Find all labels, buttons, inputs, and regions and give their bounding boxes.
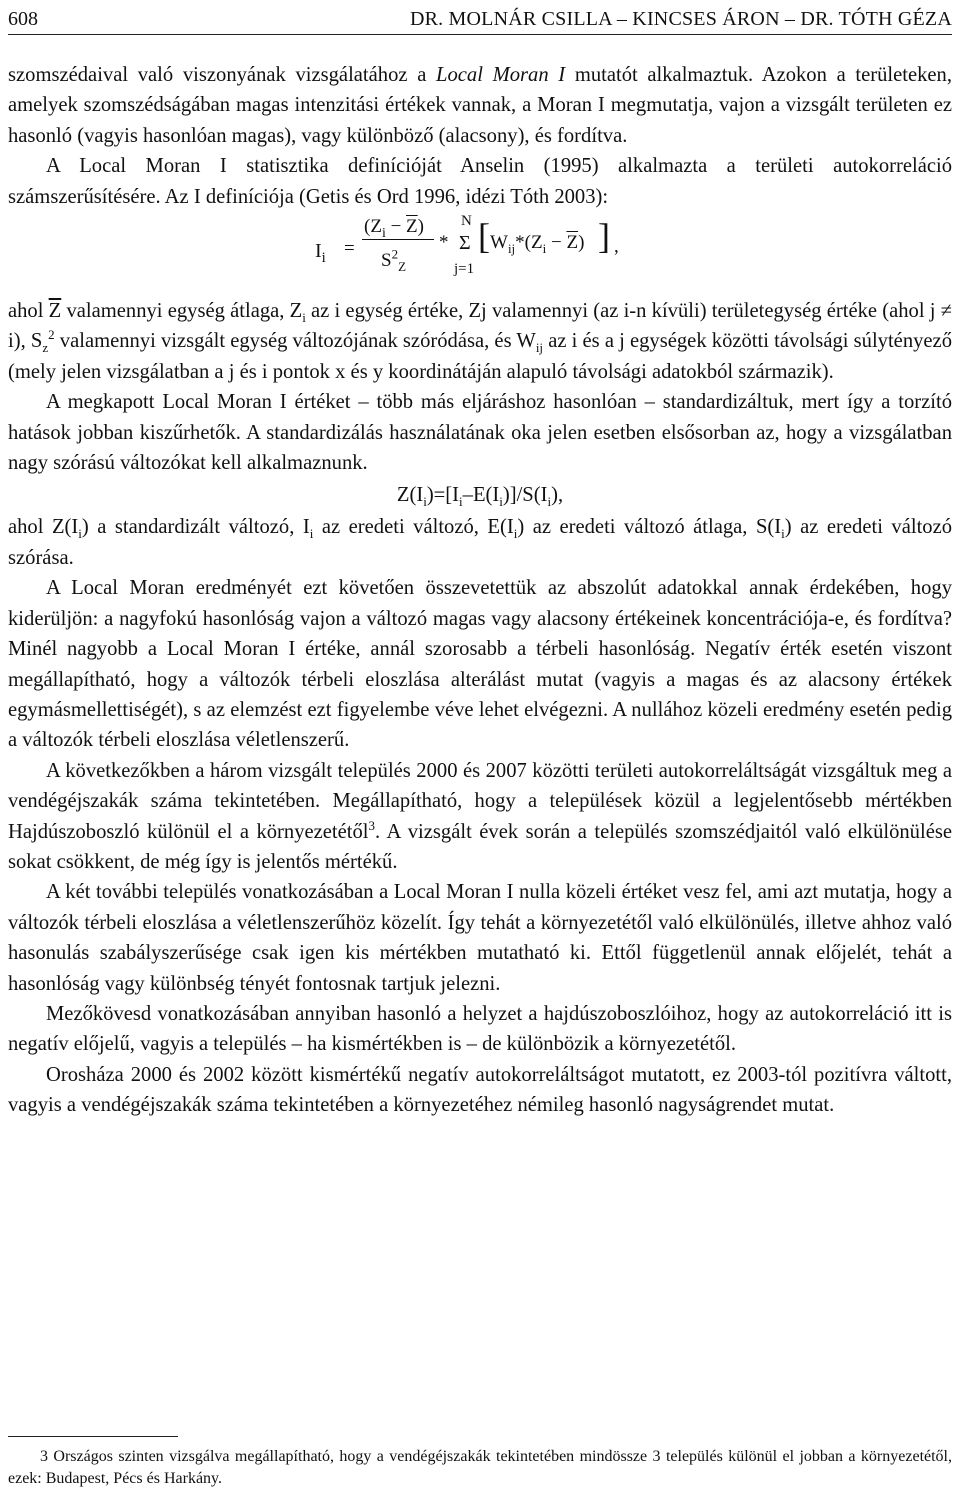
page-header <box>8 6 952 35</box>
formula-local-moran <box>8 212 952 296</box>
fraction-bar <box>362 239 434 240</box>
paragraph-2: A Local Moran I statisztika definícióját Anselin (1995) alkalmazta a területi autokorreláció számszerűsítésére. Az I definíciója (Getis és Ord 1996, idézi Tóth 2003): <box>8 155 952 208</box>
paragraph-4: A megkapott Local Moran I értéket – több más eljáráshoz hasonlóan – standardizáltuk, mert így a torzító hatások jobban kiszűrhetők. A standardizálás használatának oka jelen esetben elsősorban az, hogy a vizsgálatban nagy szórású változókat kell alkalmaznunk. <box>8 391 952 475</box>
sum-upper-limit: N <box>461 213 472 230</box>
paragraph-9: Mezőkövesd vonatkozásában annyiban hasonló a helyzet a hajdúszoboszlóihoz, hogy az autokorreláció itt is negatív előjelű, vagyis a település – ha kismértékben is – de különbözik a környezetétől. <box>8 1002 952 1056</box>
body-text <box>8 60 952 1121</box>
paragraph-3: ahol $\overline{Z}$ valamennyi egység átlaga, $Z_i$ az i egység értéke, Zj valamennyi (az i-n kívüli) területegység értéke (ahol j ≠ i), $S_z^2$ valamennyi vizsgált egység változójának szóródása, és $W_{ij}$ az i és a j egységek közötti távolsági súlytényező (mely jelen vizsgálatban a j és i pontok x és y koordinátáján alapuló távolsági adatokból származik). <box>8 300 952 383</box>
bracket-close: ] <box>598 216 610 257</box>
paragraph-7: A következőkben a három vizsgált település 2000 és 2007 közötti területi autokorreláltságát vizsgáltuk meg a vendégéjszakák száma tekintetében. Megállapítható, hogy a települések közül a legjelentősebb mértékben Hajdúszoboszló különül el a környezetétől$^3$. A vizsgált évek során a település szomszédjaitól való elkülönülése sokat csökkent, de még így is jelentős mértékű. <box>8 759 952 873</box>
text-run: szomszédaival való viszonyának vizsgálatához a <box>8 64 436 86</box>
running-title: DR. MOLNÁR CSILLA – KINCSES ÁRON – DR. TÓTH GÉZA <box>409 8 952 30</box>
paragraph-8: A két további település vonatkozásában a Local Moran I nulla közeli értéket vesz fel, ami azt mutatja, hogy a változók térbeli eloszlása a véletlenszerűhöz közelít. Így tehát a környezetétől való elkülönülés, illetve ahhoz való hasonulás szabályszerűsége csak igen kis mértékben mutatható ki. Ettől függetlenül annak előjelét, tehát a hasonlóság vagy különbség tényét fontosnak tartjuk jelezni. <box>8 881 952 995</box>
paragraph-6: A Local Moran eredményét ezt követően összevetettük az abszolút adatokkal annak érdekében, hogy kiderüljön: a nagyfokú hasonlóság vajon a változó magas vagy alacsony értékeinek koncentrációja-e, és fordítva? Minél nagyobb a Local Moran I értéke, annál szorosabb a térbeli hasonlóság. Negatív érték esetén viszont megállapítható, hogy a változók térbeli eloszlása alterálást mutat (vagyis a magas és az alacsony értékek egymásmellettiségét), s az elemzést ezt figyelembe véve lehet elvégezni. A nullához közeli eredmény esetén pedig a változók térbeli eloszlása véletlenszerű. <box>8 577 952 752</box>
footnote-divider <box>8 1436 178 1437</box>
formula-denominator: $S^2_Z$ <box>381 246 407 274</box>
formula-bracket-content: $W_{ij}*(Z_i - \overline{Z})$ <box>490 232 585 256</box>
page-number: 608 <box>8 8 38 30</box>
formula-comma: , <box>614 236 619 258</box>
paragraph-1 <box>8 60 952 151</box>
sigma-symbol: Σ <box>459 232 471 255</box>
footnote-text: Országos szinten vizsgálva megállapítható, hogy a vendégéjszakák tekintetében mindössze 3 település különül el jobban a környezetétől, ezek: Budapest, Pécs és Harkány. <box>8 1448 952 1487</box>
paragraph-5: ahol $Z(I_i)$ a standardizált változó, $I_i$ az eredeti változó, $E(I_i)$ az eredeti változó átlaga, $S(I_i)$ az eredeti változó szórása. <box>8 516 953 569</box>
footnote <box>8 1446 952 1490</box>
footnote-number: 3 <box>40 1448 48 1465</box>
paragraph-10: Orosháza 2000 és 2002 között kismértékű negatív autokorreláltságot mutatott, ez 2003-tól pozitívra váltott, vagyis a vendégéjszakák száma tekintetében a környezetéhez némileg hasonló nagyságrendet mutat. <box>8 1063 952 1117</box>
bracket-open: [ <box>478 216 490 257</box>
footnote-marker[interactable]: 3 <box>368 817 376 833</box>
emphasis-local-moran: Local Moran I <box>436 64 566 86</box>
formula-star: * <box>439 232 449 254</box>
formula-equals: = <box>344 238 355 260</box>
formula-numerator: $(Z_i - \overline{Z})$ <box>364 216 424 241</box>
sum-lower-limit: j=1 <box>454 261 475 278</box>
z-bar: $\overline{Z}$ <box>48 300 62 323</box>
formula-lhs: $I_i$ <box>315 240 326 267</box>
formula-standardization: $Z(I_i)=[I_i-E(I_i)]/S(I_i)$, <box>396 484 564 510</box>
text-run: mutatót alkalmaztuk. Azokon a területeken, amelyek szomszédságában magas intenzitási értékek vannak, a Moran I megmutatja, vajon a vizsgált területen ez hasonló (vagyis hasonlóan magas), vagy különböző (alacsony), és fordítva. <box>8 64 952 147</box>
